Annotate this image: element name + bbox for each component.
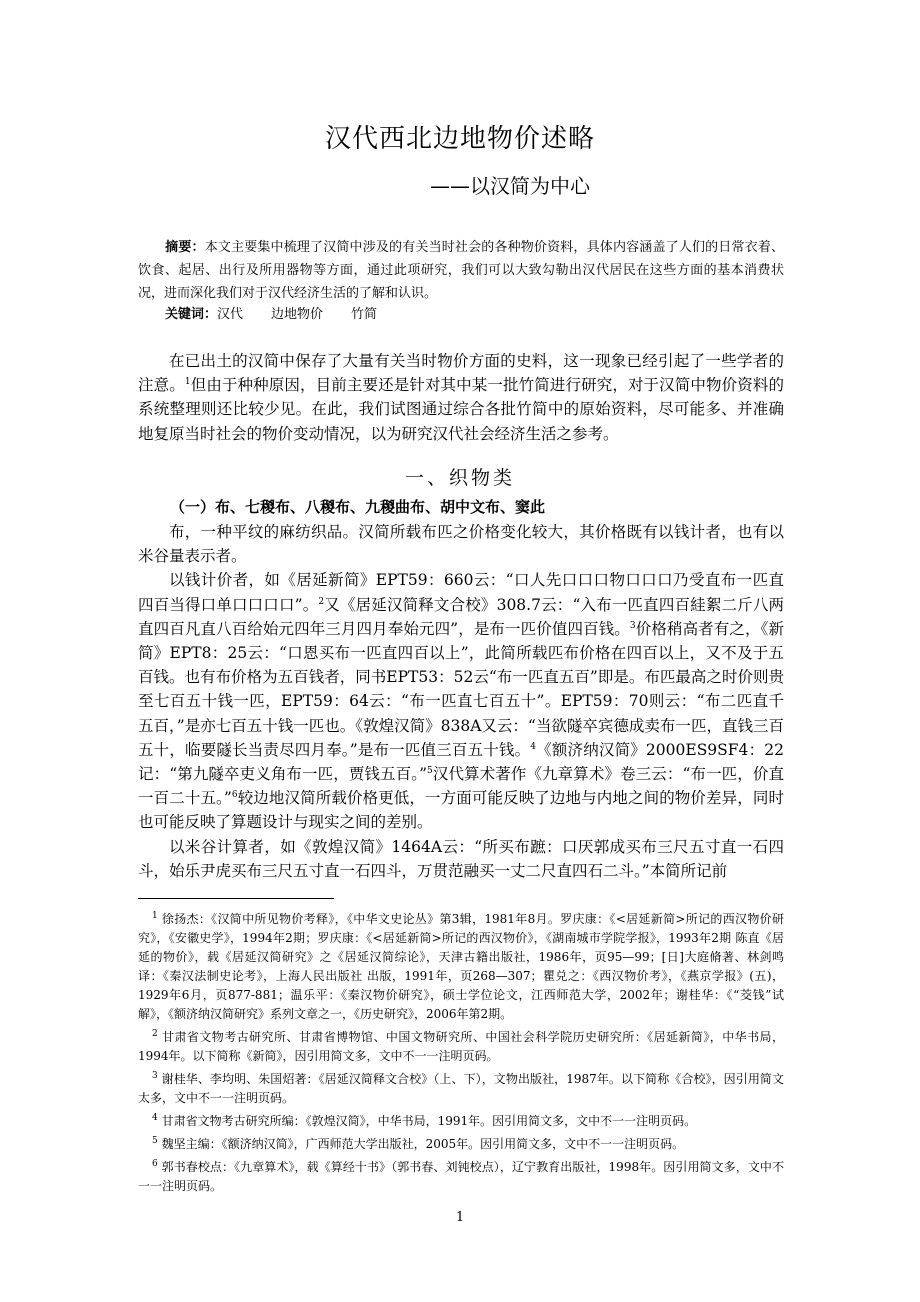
keywords-label: 关键词： [165,307,218,322]
page-title: 汉代西北边地物价述略 [324,124,595,154]
abstract [138,236,784,305]
footnote: $^6$ 郭书春校点：《九章算术》，载《算经十书》（郭书春、刘钝校点），辽宁教育出版社，1998年。因引用简文多，文中不一一注明页码。 [138,1159,784,1193]
subsection-heading: （一）布、七稯布、八稯布、九稯曲布、胡中文布、窦此 [170,498,546,516]
footnote-divider [138,898,334,899]
paragraph-price-in-grain: 以米谷计算者，如《敦煌汉简》1464A云：“所买布蹠：口厌郭成买布三尺五寸直一石四斗，始乐尹虎买布三尺五寸直一石四斗，万贯范融买一丈二尺直四石二斗。”本简所记前 [138,837,784,880]
keyword: 汉代 [217,307,244,322]
main-text [138,520,784,883]
paragraph-price-in-coins: 以钱计价者，如《居延新简》EPT59：660云：“口人先口口口物口口口乃受直布一匹直四百当得口单口口口口”。$^2$又《居延汉简释文合校》308.7云：“入布一匹直四百絓絮二斤八两直四百凡直八百给始元四年三月四月奉始元四”，是布一匹价值四百钱。$^3$价格稍高者有之，《新简》EPT8：25云：“口恩买布一匹直四百以上”，此简所载匹布价格在四百以上，又不及于五百钱。也有布价格为五百钱者，同书EPT53：52云“布一匹直五百”即是。布匹最高之时价则贵至七百五十钱一匹，EPT59：64云：“布一匹直七百五十”。EPT59：70则云：“布二匹直千五百，”是亦七百五十钱一匹也。《敦煌汉简》838A又云：“当欲隧卒宾德成卖布一匹，直钱三百五十，临要隧长当责尽四月奉。”是布一匹值三百五十钱。$^4$《额济纳汉简》2000ES9SF4：22记：“第九隧卒吏义角布一匹，贾钱五百。”$^5$汉代算术著作《九章算术》卷三云：“布一匹，价直一百二十五。”$^6$较边地汉简所载价格更低，一方面可能反映了边地与内地之间的物价差异，同时也可能反映了算题设计与现实之间的差别。 [138,571,784,832]
footnote: $^3$ 谢桂华、李均明、朱国炤著：《居延汉简释文合校》（上、下），文物出版社，1987年。以下简称《合校》，因引用简文太多，文中不一一注明页码。 [138,1071,784,1105]
intro-text-2: 但由于种种原因，目前主要还是针对其中某一批竹简进行研究，对于汉简中物价资料的系统整理则还比较少见。在此，我们试图通过综合各批竹简中的原始资料，尽可能多、并准确地复原当时社会的物价变动情况，以为研究汉代社会经济生活之参考。 [138,376,784,443]
footnote-ref-5[interactable]: 5 [427,765,433,776]
keyword: 竹简 [351,307,378,322]
page-number: 1 [455,1210,465,1225]
footnote: $^5$ 魏坚主编：《额济纳汉简》，广西师范大学出版社，2005年。因引用简文多，文中不一一注明页码。 [152,1136,685,1151]
intro-paragraph [138,349,784,446]
footnote: $^2$ 甘肃省文物考古研究所、甘肃省博物馆、中国文物研究所、中国社会科学院历史研究所：《居延新简》，中华书局，1994年。以下简称《新简》，因引用简文多，文中不一一注明页码。 [138,1029,784,1063]
footnote-ref-3[interactable]: 3 [629,620,636,631]
footnote-ref-4[interactable]: 4 [530,741,537,752]
keyword: 边地物价 [271,307,324,322]
abstract-text: 本文主要集中梳理了汉简中涉及的有关当时社会的各种物价资料，具体内容涵盖了人们的日常衣着、饮食、起居、出行及所用器物等方面，通过此项研究，我们可以大致勾勒出汉代居民在这些方面的基本消费状况，进而深化我们对于汉代经济生活的了解和认识。 [138,240,784,301]
footnote: $^4$ 甘肃省文物考古研究所编：《敦煌汉简》，中华书局，1991年。因引用简文多，文中不一一注明页码。 [152,1113,697,1128]
section-heading: 一、织物类 [404,467,515,489]
footnote-ref-2[interactable]: 2 [318,596,325,607]
page-subtitle: ——以汉简为中心 [430,174,590,198]
footnote-ref-1[interactable]: 1 [184,377,191,388]
paragraph-bu: 布，一种平纹的麻纺织品。汉简所载布匹之价格变化较大，其价格既有以钱计者，也有以米谷量表示者。 [138,523,784,566]
footnote-ref-6[interactable]: 6 [231,790,238,801]
keywords [165,304,405,326]
intro-text-1: 在已出土的汉简中保存了大量有关当时物价方面的史料，这一现象已经引起了一些学者的注意。 [138,352,784,395]
footnote: $^1$ 徐扬杰：《汉简中所见物价考释》，《中华文史论丛》第3辑，1981年8月。罗庆康：《<居延新简>所记的西汉物价研究》，《安徽史学》，1994年2期；罗庆康：《<居延新简>所记的西汉物价》，《湖南城市学院学报》，1993年2期 陈直《居延的物价》，载《居延汉简研究》之《居延汉简综论》，天津古籍出版社，1986年，页95—99；[日]大庭脩著、林剑鸣译：《秦汉法制史论考》，上海人民出版社 出版，1991年，页268—307；瞿兑之：《西汉物价考》，《燕京学报》(五)，1929年6月，页877-881；温乐平：《秦汉物价研究》，硕士学位论文，江西师范大学，2002年；谢桂华：《“茭钱”试解》，《额济纳汉简研究》系列文章之一，《历史研究》，2006年第2期。 [138,911,784,1021]
footnotes [138,910,784,1200]
abstract-label: 摘要： [165,240,205,255]
